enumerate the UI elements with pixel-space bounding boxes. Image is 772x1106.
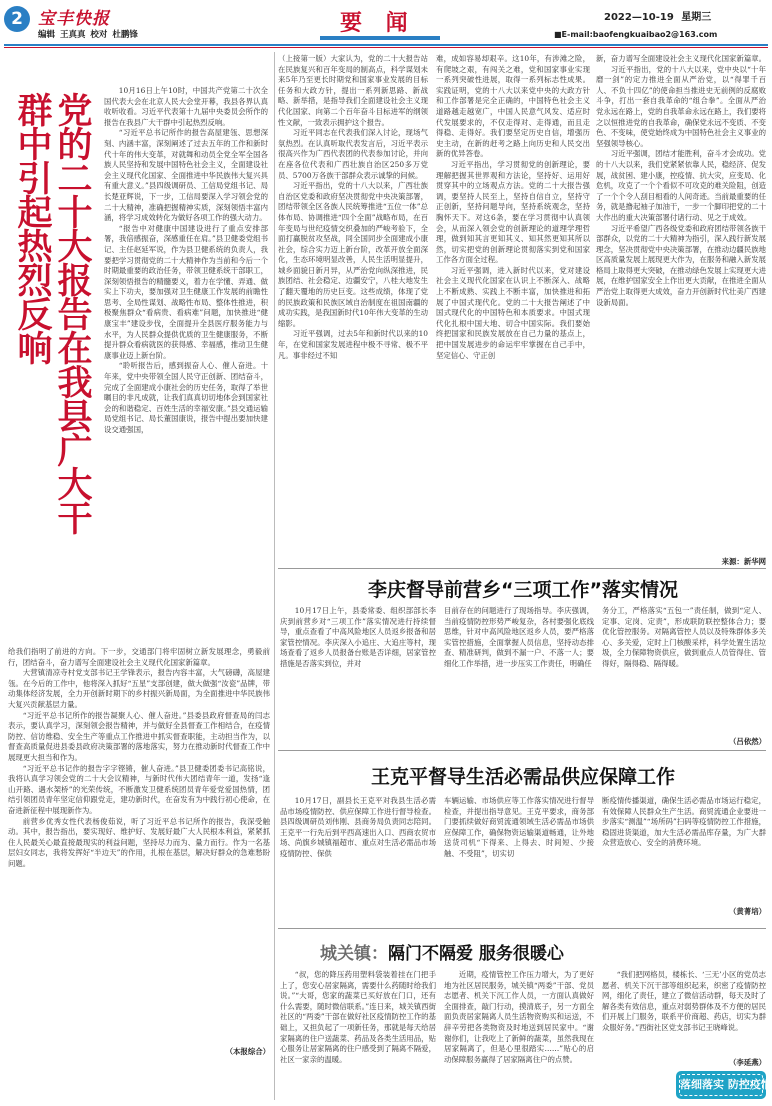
paragraph: 习近平指出，学习贯彻党的创新理论，要理解把握其世界观和方法论，坚持好、运用好贯穿其中的立场观点方法。党的二十大报告强调，要坚持人民至上，坚持自信自立，坚持守正创新，坚持问题导向，坚持系统观念，坚持胸怀天下。对这6条，要在学习贯彻中认真领会，从而深入领会党的创新理论的道理学理哲理，做到知其言更知其义、知其然更知其所以然，切实把党的创新理论贯彻落实到党和国家工作各方面全过程。 <box>436 159 590 265</box>
newspaper-brand: 宝丰快报 <box>38 9 110 29</box>
paragraph: 给我们指明了前进的方向。下一步，交通部门将牢固树立新发展理念，勇毅前行，团结奋斗，奋力谱写全面建设社会主义现代化国家新篇章。 <box>8 647 270 667</box>
article2-signature: （吕依然） <box>729 737 766 746</box>
paragraph: “叔，您的降压药用塑料袋装着挂在门把手上了，您安心居家隔离，需要什么药随时给我们说。”“大哥，您家的蔬菜已买好放在门口，还有什么需要，随时微信联系。”连日来，城关镇西街社区的“两委”干部在做好社区疫情防控工作的基础上，又担负起了一项新任务，那就是每天给居家隔离的住户送蔬菜、药品及各类生活用品，贴心服务让居家隔离的住户感受到了隔离不隔爱，社区一家亲的温暖。 <box>280 970 436 1064</box>
page-number: 2 <box>4 6 30 32</box>
paragraph: 习近平同志在代表我们深入讨论，现场气氛热烈。在认真听取代表发言后，习近平表示很高兴作为广西代表团的代表参加讨论，并向在座各位代表和广西壮族自治区250多万党员、5700万各族干部群众表示诚挚的问候。 <box>278 128 428 180</box>
paragraph: 难，成如容易却艰辛。这10年，有涉滩之险，有爬坡之艰，有闯关之难，党和国家事业实现一系列突破性进展，取得一系列标志性成果。实践证明，党的十八大以来党中央的大政方针和工作部署是完全正确的，中国特色社会主义道路越走越宽广，中国人民意气风发、适应时代发展要求的，不仅走得对、走得通，而且走得稳、走得好。我们要坚定历史自信，增强历史主动，在新的赶考之路上向历史和人民交出新的优异答卷。 <box>436 54 590 159</box>
editors-line: 编辑 王真真 校对 杜鹏锋 <box>38 30 138 40</box>
paragraph: 习近平指出，党的十八大以来，广西壮族自治区党委和政府坚决贯彻党中央决策部署，团结带领全区各族人民统筹推进“五位一体”总体布局、协调推进“四个全面”战略布局，在百年变局与世纪疫情交织叠加的严峻考验下，全面打赢脱贫攻坚战，同全国同步全面建成小康社会，综合实力迈上新台阶，改革开放全面深化，生态环境明显改善，人民生活明显提升，城乡面貌日新月异，从严治党向纵深推进，民族团结、社会稳定、边疆安宁，八桂大地发生了翻天覆地的历史巨变。这些成绩，体现了党的民族政策和民族区域自治制度在祖国南疆的成功实践，是我国新时代10年伟大变革的生动缩影。 <box>278 181 428 328</box>
section-divider <box>278 750 766 751</box>
feature-title-prefix: 城关镇： <box>320 944 388 964</box>
feature-title-main: 隔门不隔爱 服务很暖心 <box>388 944 564 964</box>
lead-col1-cont <box>8 647 270 1043</box>
section-title: 要 闻 <box>340 10 416 36</box>
feature-col1 <box>280 970 436 1098</box>
paragraph: 习近平希望广西各级党委和政府团结带领各族干部群众，以党的二十大精神为指引，深入践行新发展理念，坚决贯彻党中央决策部署，在推动边疆民族地区高质量发展上展现更大作为，在服务和融入新发展格局上取得更大突破，在推动绿色发展上实现更大进展，在维护国家安全上作出更大贡献，在推进全面从严治党上取得更大成效，奋力开创新时代壮美广西建设新局面。 <box>596 223 767 307</box>
paragraph: “习近平总书记作的报告字字铿锵，催人奋进。”县卫健委团委书记高铭说，我将认真学习领会党的二十大会议精神，与新时代伟大团结青年一道，发扬“逢山开路、遇水架桥”的光荣传统，不断激发卫健系统团员青年爱党爱国热情，团结引领团员青年坚定信仰跟党走，建功新时代，在奋发有为中践行初心使命，在奋进新征程中展现新作为。 <box>8 763 270 815</box>
xinhua-col4 <box>596 54 766 554</box>
paragraph: 10月16日上午10时，中国共产党第二十次全国代表大会在北京人民大会堂开幕，我县各界认真收听收看。习近平代表第十九届中央委员会所作的报告在我县广大干群中引起热烈反响。 <box>104 86 268 127</box>
paragraph: 10月17日上午，县委常委、组织部部长李庆到前营乡对“三项工作”落实情况进行持续督导，重点查看了中高风险地区人员返乡报备和居家管控情况。李庆深入小追庄、大追庄等村，现场查看了返乡人员报备台账是否详细，居家管控措施是否落实到位，并对 <box>280 606 436 668</box>
lead-col1 <box>104 86 268 646</box>
lead-headline: 党的二十大报告在我县广大干群中引起热烈反响 <box>12 92 92 534</box>
paragraph: 目前存在的问题进行了现场指导。李庆强调，当前疫情防控形势严峻复杂，各村要强化底线思维，针对中高风险地区返乡人员，要严格落实管控措施，全面掌握人员信息，坚持动态排查、精准研判，做到不漏一户、不落一人；要细化工作举措，进一步压实工作责任，明确任 <box>444 606 594 668</box>
xinhua-col2 <box>278 54 428 566</box>
paragraph: 断疫情传播渠道，确保生活必需品市场运行稳定，有效保障人民群众生产生活。商贸流通企业要进一步落实“测温”“场所码”扫码等疫情防控工作措施，稳固进货渠道，加大生活必需品库存量，为广大群众营造放心、安全的消费环境。 <box>602 796 766 848</box>
article2-col2 <box>444 606 594 746</box>
xinhua-source: 来源：新华网 <box>721 557 766 566</box>
paragraph: 10月17日，副县长王克平对我县生活必需品市场疫情防控、供应保障工作进行督导检查。县四级调研员刘伟刚、县商务局负责同志陪同。王克平一行先后到平西高速出入口、西商农贸市场、尚旗乡城镇福超市、重点对生活必需品市场疫情防控、保供 <box>280 796 436 858</box>
slogan-banner <box>676 1071 772 1099</box>
article3-col2 <box>444 796 594 926</box>
paragraph: 习近平强调，团结才能胜利，奋斗才会成功。党的十八大以来，我们党紧紧依靠人民，稳经济、促发展，战贫困、建小康，控疫情、抗大灾，应变局、化危机，攻克了一个个看似不可攻克的难关险阻，创造了一个个令人刮目相看的人间奇迹。当前最重要的任务，就是撸起袖子加油干，一步一个脚印把党的二十大作出的重大决策部署付诸行动、见之于成效。 <box>596 149 767 222</box>
article3-col1 <box>280 796 436 926</box>
paragraph: “习近平总书记所作的报告高屋建瓴、思想深刻、内涵丰富，深刻阐述了过去五年的工作和新时代十年的伟大变革，对就舞和动员全党全军全国各族人民坚持和发展中国特色社会主义，全面建设社会主义现代化国家、全面推进中华民族伟大复兴具有重大意义。”县四级调研员、工信局党组书记、局长楚亚辉说，下一步，工信局要深入学习领会党的二十大精神，准确把握精神实质，深刻领悟丰富内涵，将学习成效转化为做好各项工作的强大动力。 <box>104 128 268 223</box>
paragraph: 习近平强调，进入新时代以来，党对建设社会主义现代化国家在认识上不断深入、战略上不断成熟、实践上不断丰富，加快推进和拓展了中国式现代化。党的二十大报告阐述了中国式现代化的中国特色和本质要求。中国式现代化扎根中国大地、切合中国实际。我们要始终把国家和民族发展放在自己力量的基点上，把中国发展进步的命运牢牢掌握在自己手中，坚定信心、守正创 <box>436 265 590 360</box>
article2-col3 <box>602 606 766 734</box>
article2-col1 <box>280 606 436 746</box>
paragraph: 大营镇清凉寺村党支部书记王学锋表示，报告内容丰富，大气磅礴，高屋建瓴。在今后的工作中，他将深入抓好“五星”支部创建，做大做强“汝瓷”品牌，带动集体经济发展，全力开创新时期下的乡村振兴新局面，为全面推进中华民族伟大复兴贡献基层力量。 <box>8 668 270 709</box>
paragraph: “我们把网格员，楼栋长、‘三无’小区的党员志愿者、机关下沉干部等组织起来，织密了疫情防控网，细化了责任，建立了微信活动群，每天及时了解各类有效信息，重点对弱势群体及不方便的居民们开展上门服务，联系平价商超、药店，切实为群众服好务。”西街社区党支部书记王晓峰说。 <box>602 970 766 1032</box>
paragraph: （上接第一版）大家认为，党的二十大报告站在民族复兴和百年变局的制高点，科学谋划未来5年乃至更长时期党和国家事业发展的目标任务和大政方针，提出一系列新思路、新战略、新举措，是指导我们全面建设社会主义现代化国家、向第二个百年奋斗目标进军的纲领性文献，一致表示拥护这个报告。 <box>278 54 428 127</box>
paragraph: “报告中对健康中国建设进行了重点安排部署，我倍感振奋，深感重任在肩。”县卫健委党组书记、主任赵延军说，作为县卫健系统的负责人，我要把学习贯彻党的二十大精神作为当前和今后一个时期最重要的政治任务，带领卫健系统干部职工，深刻领悟报告的精髓要义，着力在学懂、弄通、做实上下功夫，要加强对卫生健康工作发展的前瞻性思考、全局性谋划、战略性布局、整体性推进，积极聚焦群众“看病贵、看病难”问题，加快推进“健康宝丰”建设步伐，全面提升全县医疗服务能力与水平，为人民群众提供优质的卫生健康服务，不断提升群众看病就医的获得感、幸福感，推动卫生健康事业迈上新台阶。 <box>104 223 268 360</box>
paragraph: 习近平指出，党的十八大以来，党中央以“十年磨一剑”的定力推进全面从严治党，以“得罪千百人、不负十四亿”的使命担当推进史无前例的反腐败斗争，打出一套自我革命的“组合拳”。全面从严治党永远在路上，党的自我革命永远在路上，我们要将之以恒推进党的自我革命，确保党永远不变质、不变色、不变味，使党始终成为中国特色社会主义事业的坚强领导核心。 <box>596 64 766 148</box>
paragraph: 近期，疫情管控工作压力增大，为了更好地为社区居民服务，城关镇“两委”干部、党员志愿者、机关下沉工作人员，一方面认真做好全面排查，敲门行动，摸清底子，另一方面全面负责居家隔离人员生活物资购买和运送，不辞辛劳把各类物资及时地送到居民家中。“谢谢你们，让我吃上了新鲜的蔬菜，虽然我现在居家隔离了，但是心里很踏实……”贴心的启动保障服务赢得了居家隔离住户的点赞。 <box>444 970 594 1064</box>
column-divider <box>274 52 275 1100</box>
lead-signature: （本报综合） <box>225 1047 270 1056</box>
section-underline <box>320 36 440 40</box>
paragraph: 务分工，严格落实“五包一”责任制，做到“定人、定事、定岗、定责”，形成联防联控整体合力；要优化管控服务。对隔离管控人员以及特殊群体多关心、多关爱，定时上门核酸采样，科学处置生活垃圾，全力保障物资供应，做到重点人员管得住、管得好，隔得稳、隔得暖。 <box>602 606 766 668</box>
feature-col2 <box>444 970 594 1098</box>
paragraph: 车辆运输、市场供应等工作落实情况进行督导检查，并提出指导意见。王克平要求，商务部门要抓续做好商贸流通领域生活必需品市场供应保障工作，确保物资运输渠道畅通，让外地送货司机“下得来、上得去、时间短、少接触、不受阻”，切实切 <box>444 796 594 858</box>
paragraph: 新，奋力谱写全面建设社会主义现代化国家新篇章。 <box>596 54 766 63</box>
article3-col3 <box>602 796 766 904</box>
section-divider <box>278 928 766 929</box>
contact-email: ■E-mail:baofengkuaibao2@163.com <box>554 30 718 39</box>
article3-signature: （黄菁培） <box>729 907 766 916</box>
feature-col3 <box>602 970 766 1056</box>
paragraph: “习近平总书记所作的报告凝聚人心、催人奋进。”县委县政府督查局的闫志表示，要认真学习，深刻领会报告精神，并与做好全县督查工作相结合，在疫情防控、信访维稳、安全生产等重点工作推进中抓实督查职能，主动担当作为，以督查高质量促进县委县政府决策部署的落地落实，努力在推动新时代督查工作中展现更大担当和作为。 <box>8 710 270 762</box>
header-rule-red <box>4 47 768 48</box>
article3-title: 王克平督导生活必需品供应保障工作 <box>370 766 675 788</box>
slogan-text: 落细落实 防控疫情 <box>679 1074 763 1096</box>
header-rule <box>4 44 768 46</box>
issue-date: 2022—10-19 星期三 <box>604 12 712 23</box>
feature-signature: （李延燕） <box>729 1058 766 1067</box>
paragraph: “聆听报告后，感到振奋人心、催人奋进。十年来，党中央带领全国人民守正创新、团结奋斗，完成了全面建成小康社会的历史任务，取得了举世瞩目的非凡成就，让我们真真切切地体会到国家社会的和谐稳定、百姓生活的幸福安康。”县交通运输局党组书记、局长董国康说，报告中提出要加快建设交通强国， <box>104 361 268 434</box>
feature-title <box>320 939 760 964</box>
xinhua-col3 <box>436 54 590 566</box>
article2-title: 李庆督导前营乡“三项工作”落实情况 <box>368 579 678 601</box>
paragraph: 习近平强调，过去5年和新时代以来的10年，在党和国家发展进程中极不寻常、极不平凡。事非经过不知 <box>278 329 428 360</box>
section-divider <box>278 568 766 569</box>
paragraph: 前营乡优秀女性代表杨俊茹说，听了习近平总书记所作的报告，我深受触动。其中，报告指出，要实现好、维护好、发展好最广大人民根本利益，紧紧抓住人民最关心最直接最现实的利益问题，坚持尽力而为、量力而行。作为一名基层妇女同志，我将发挥好“半边天”的作用，扎根在基层，解决好群众的急难愁盼问题。 <box>8 816 270 868</box>
